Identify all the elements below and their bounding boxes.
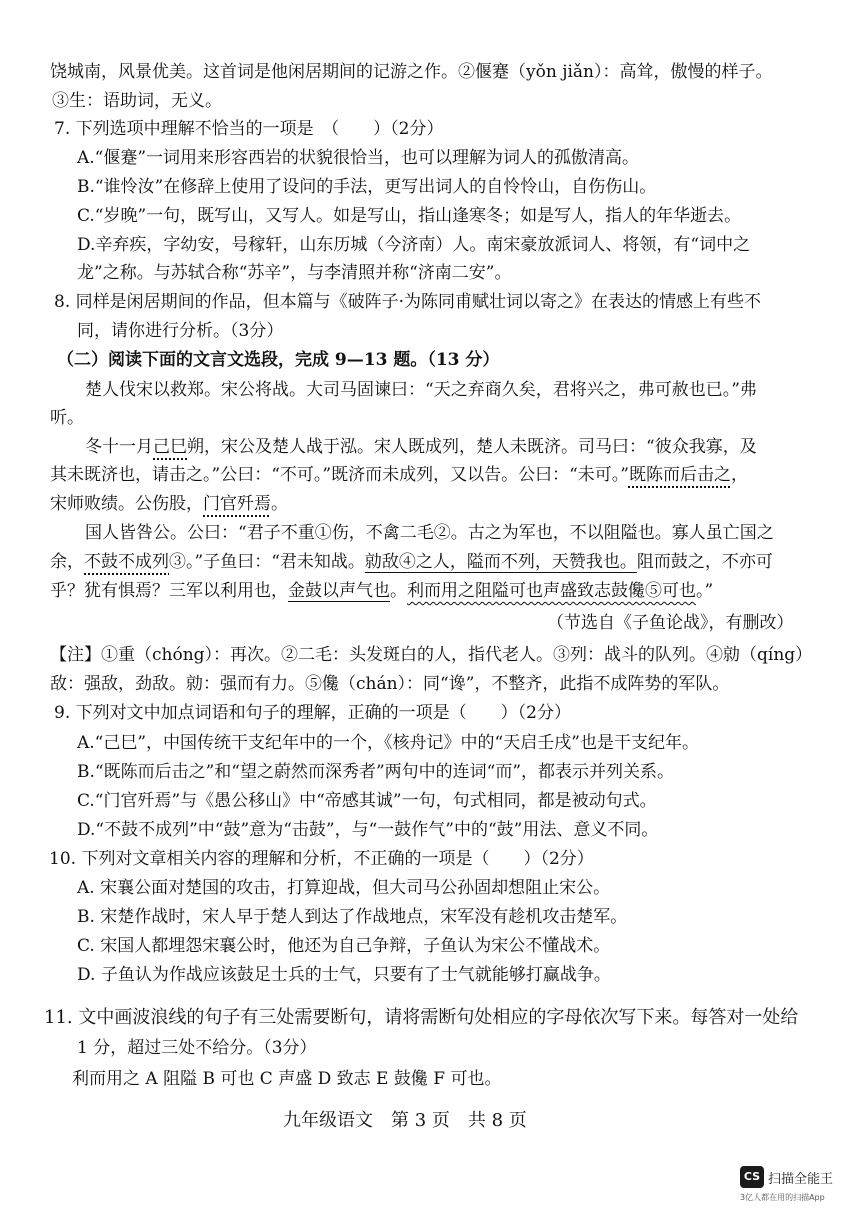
question-7-option-c: C.“岁晚”一句，既写山，又写人。如是写山，指山逢寒冬；如是写人，指人的年华逝去。 (77, 206, 742, 226)
question-11-sentence: 利而用之 A 阻隘 B 可也 C 声盛 D 致志 E 鼓儳 F 可也。 (72, 1069, 502, 1089)
annotation-note: 敌：强敌，劲敌。勍：强而有力。⑤儳（chán）：同“谗”，不整齐，此指不成阵势的军队。 (50, 674, 730, 694)
annotation-note: 【注】①重（chóng）：再次。②二毛：头发斑白的人，指代老人。③列：战斗的队列。④勍（qíng） (50, 645, 813, 665)
question-8: 8. 同样是闲居期间的作品，但本篇与《破阵子·为陈同甫赋壮词以寄之》在表达的情感上有些不 (54, 292, 762, 312)
dotted-term: 门官歼焉 (203, 494, 271, 514)
watermark-title: 扫描全能王 (768, 1172, 834, 1187)
passage-text: 其未既济也，请击之。”公曰：“不可。”既济而未成列，又以告。公曰：“未可。” (50, 465, 629, 485)
passage-text: 乎？犹有惧焉？三军以利用也， (50, 581, 288, 601)
passage-text: 。 (390, 581, 407, 601)
passage-text: 。” (696, 581, 714, 601)
question-10-option-d: D. 子鱼认为作战应该鼓足士兵的士气，只要有了士气就能够打赢战争。 (77, 965, 611, 985)
passage-paragraph (85, 435, 757, 459)
dotted-term: 己巳 (153, 437, 187, 457)
dotted-term: 不鼓不成列 (84, 552, 169, 572)
question-7-option-d-cont: 龙”之称。与苏轼合称“苏辛”，与李清照并称“济南二安”。 (77, 263, 512, 283)
question-7: 7. 下列选项中理解不恰当的一项是 （ ）（2分） (54, 119, 444, 139)
question-9-option-b: B.“既陈而后击之”和“望之蔚然而深秀者”两句中的连词“而”，都表示并列关系。 (77, 762, 675, 782)
passage-text-line (50, 463, 748, 487)
passage-text: 余， (50, 552, 84, 572)
question-7-option-a: A.“偃蹇”一词用来形容西岩的状貌很恰当，也可以理解为词人的孤傲清高。 (77, 148, 640, 168)
passage-text-line (50, 550, 773, 574)
question-9-option-d: D.“不鼓不成列”中“鼓”意为“击鼓”，与“一鼓作气”中的“鼓”用法、意义不同。 (77, 820, 659, 840)
passage-text: 。 (271, 494, 288, 514)
question-10: 10. 下列对文章相关内容的理解和分析，不正确的一项是（ ）（2分） (49, 849, 594, 869)
passage-text-line (50, 492, 288, 516)
wavy-underlined-sentence: 利而用之阻隘可也声盛致志鼓儳⑤可也 (407, 581, 696, 601)
note-text: ③生：语助词，无义。 (52, 91, 222, 111)
question-11: 11. 文中画波浪线的句子有三处需要断句，请将需断句处相应的字母依次写下来。每答对一处给 (44, 1007, 799, 1028)
question-11-cont: 1 分，超过三处不给分。（3分） (77, 1038, 317, 1058)
question-9-option-c: C.“门官歼焉”与《愚公移山》中“帝感其诚”一句，句式相同，都是被动句式。 (77, 791, 657, 811)
passage-text: 宋师败绩。公伤股， (50, 494, 203, 514)
question-10-option-c: C. 宋国人都埋怨宋襄公时，他还为自己争辩，子鱼认为宋公不懂战术。 (77, 936, 611, 956)
camscanner-logo-icon: CS (740, 1166, 764, 1188)
section-heading: （二）阅读下面的文言文选段，完成 9—13 题。（13 分） (57, 350, 500, 370)
passage-text-line (50, 579, 713, 603)
question-10-option-b: B. 宋楚作战时，宋人早于楚人到达了作战地点，宋军没有趁机攻击楚军。 (77, 907, 628, 927)
passage-paragraph: 楚人伐宋以救郑。宋公将战。大司马固谏曰：“天之弃商久矣，君将兴之，弗可赦也已。”弗 (85, 380, 757, 400)
question-10-option-a: A. 宋襄公面对楚国的攻击，打算迎战，但大司马公孙固却想阻止宋公。 (77, 878, 611, 898)
page-footer: 九年级语文 第 3 页 共 8 页 (283, 1110, 527, 1131)
note-text: 饶城南，风景优美。这首词是他闲居期间的记游之作。②偃蹇（yǒn jiǎn）：高耸，傲慢的样子。 (50, 62, 773, 82)
scanner-watermark (740, 1166, 850, 1206)
passage-text: 阻而鼓之，不亦可 (636, 552, 773, 572)
question-7-option-b: B.“谁怜汝”在修辞上使用了设问的手法，更写出词人的自怜怜山，自伤伤山。 (77, 177, 657, 197)
question-7-option-d: D.辛弃疾，字幼安，号稼轩，山东历城（今济南）人。南宋豪放派词人、将领，有“词中之 (77, 235, 751, 255)
watermark-subtitle: 3亿人都在用的扫描App (740, 1193, 825, 1202)
passage-text: 听。 (50, 408, 84, 428)
dotted-term: 既陈而后击之 (628, 465, 731, 485)
passage-text: ③。”子鱼曰：“君未知战。 (169, 552, 365, 572)
question-9-option-a: A.“己巳”，中国传统干支纪年中的一个，《核舟记》中的“天启壬戌”也是干支纪年。 (77, 733, 699, 753)
passage-paragraph: 国人皆咎公。公曰：“君子不重①伤，不禽二毛②。古之为军也，不以阻隘也。寡人虽亡国之 (85, 523, 774, 543)
passage-text: ， (730, 465, 748, 485)
passage-text: 冬十一月 (85, 437, 153, 457)
underlined-sentence: 勍敌④之人，隘而不列，天赞我也。 (364, 552, 637, 572)
question-9: 9. 下列对文中加点词语和句子的理解，正确的一项是（ ）（2分） (54, 703, 571, 723)
question-8-cont: 同，请你进行分析。（3分） (77, 321, 284, 341)
underlined-sentence: 金鼓以声气也 (288, 581, 390, 601)
passage-text: 朔，宋公及楚人战于泓。宋人既成列，楚人未既济。司马曰：“彼众我寡，及 (187, 437, 757, 457)
passage-source: （节选自《子鱼论战》，有删改） (547, 613, 794, 633)
